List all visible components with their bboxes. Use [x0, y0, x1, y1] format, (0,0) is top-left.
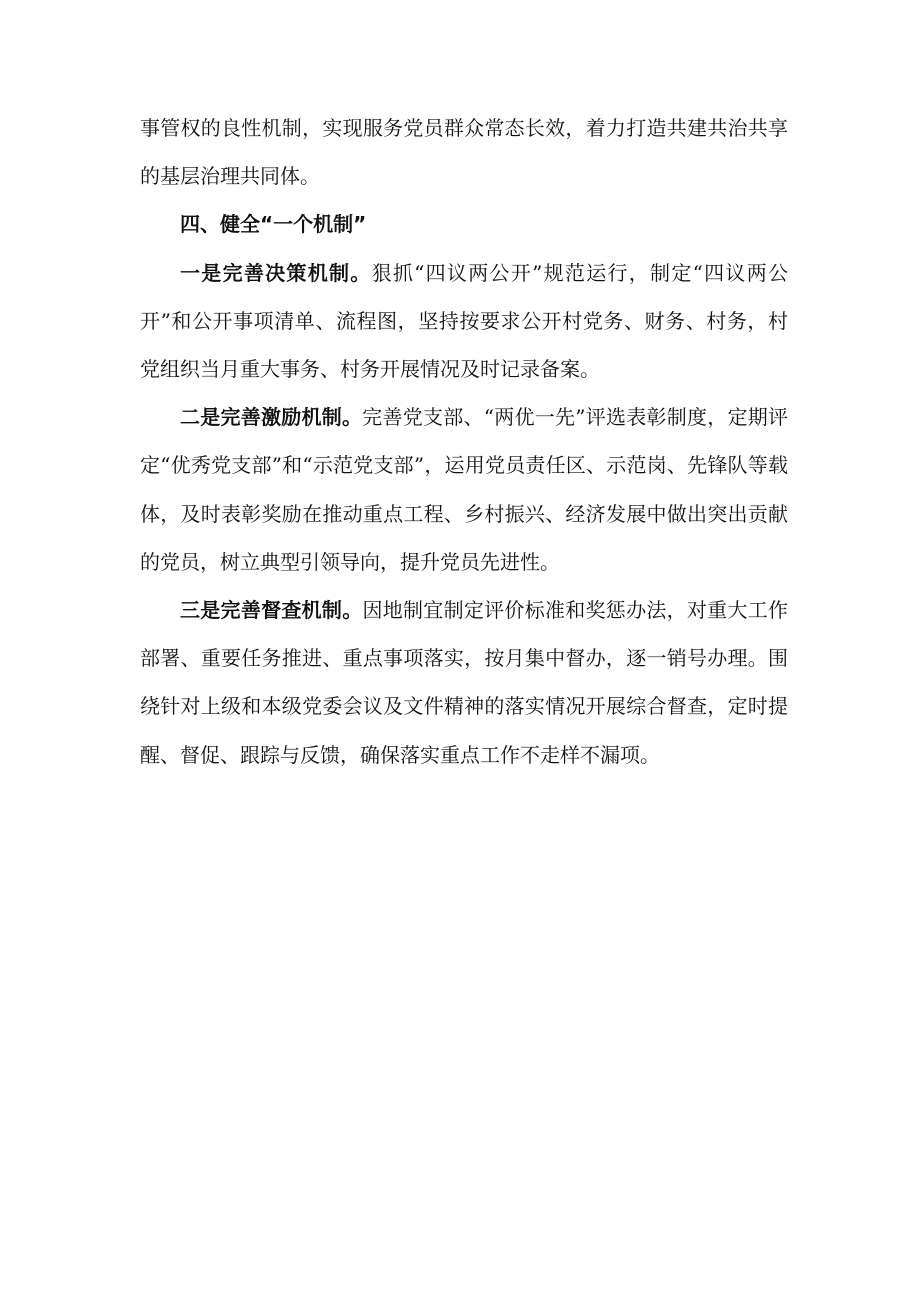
paragraph-lead: 二是完善激励机制。 — [180, 405, 363, 430]
section-heading: 四、健全“一个机制” — [180, 212, 367, 237]
paragraph-body: 因地制宜制定评价标准和奖惩办法，对重大工作部署、重要任务推进、重点事项落实，按月集中督办，逐一销号办理。围绕针对上级和本级党委会议及文件精神的落实情况开展综合督查，定时提醒、督促、跟踪与反馈，确保落实重点工作不走样不漏项。 — [140, 598, 789, 767]
paragraph-body: 狠抓“四议两公开”规范运行，制定“四议两公开”和公开事项清单、流程图，坚持按要求公开村党务、财务、村务，村党组织当月重大事务、村务开展情况及时记录备案。 — [140, 260, 789, 382]
paragraph-lead: 三是完善督查机制。 — [180, 598, 363, 623]
paragraph-body: 完善党支部、“两优一先”评选表彰制度，定期评定“优秀党支部”和“示范党支部”，运用党员责任区、示范岗、先锋队等载体，及时表彰奖励在推动重点工程、乡村振兴、经济发展中做出突出贡献的党员，树立典型引领导向，提升党员先进性。 — [140, 405, 788, 574]
paragraph-lead: 一是完善决策机制。 — [180, 260, 372, 285]
paragraph-decision-mechanism — [140, 249, 788, 394]
document-body — [140, 104, 788, 779]
paragraph-incentive-mechanism — [140, 393, 788, 586]
continuation-paragraph: 事管权的良性机制，实现服务党员群众常态长效，着力打造共建共治共享的基层治理共同体。 — [140, 116, 788, 189]
paragraph-supervision-mechanism — [140, 586, 788, 779]
